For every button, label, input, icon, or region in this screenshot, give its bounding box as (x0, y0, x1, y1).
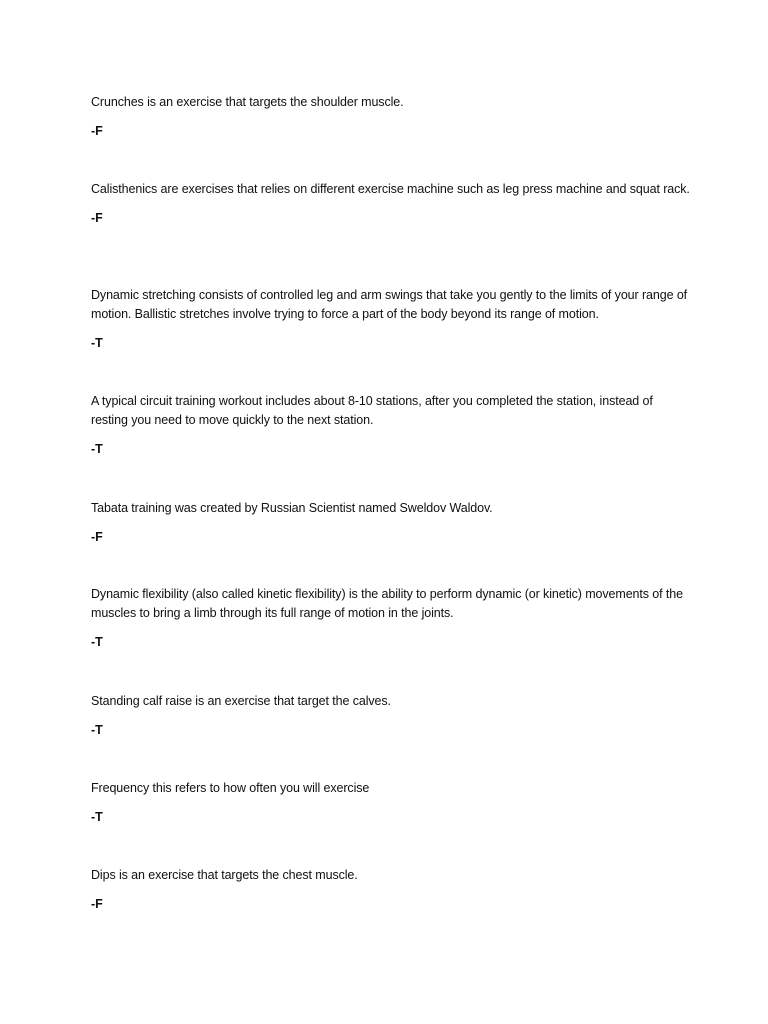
question-item-9 (91, 866, 691, 914)
question-item-7 (91, 692, 691, 740)
question-item-6 (91, 585, 691, 652)
question-statement: Calisthenics are exercises that relies on different exercise machine such as leg press machine and squat rack. (91, 182, 690, 196)
question-statement: A typical circuit training workout includes about 8-10 stations, after you completed the station, instead of resting you need to move quickly to the next station. (91, 394, 653, 427)
question-item-3 (91, 286, 691, 353)
question-statement: Standing calf raise is an exercise that target the calves. (91, 694, 391, 708)
question-answer: -T (91, 635, 103, 649)
question-item-8 (91, 779, 691, 827)
question-item-1 (91, 93, 691, 141)
question-statement: Crunches is an exercise that targets the shoulder muscle. (91, 95, 404, 109)
question-answer: -T (91, 723, 103, 737)
question-statement: Dynamic stretching consists of controlled leg and arm swings that take you gently to the limits of your range of motion. Ballistic stretches involve trying to force a part of the body beyond its range of motion. (91, 288, 688, 321)
question-statement: Dips is an exercise that targets the chest muscle. (91, 868, 358, 882)
question-answer: -F (91, 124, 103, 138)
question-item-5 (91, 499, 691, 547)
question-answer: -T (91, 442, 103, 456)
question-statement: Tabata training was created by Russian Scientist named Sweldov Waldov. (91, 501, 493, 515)
question-answer: -T (91, 810, 103, 824)
question-answer: -T (91, 336, 103, 350)
question-answer: -F (91, 211, 103, 225)
question-answer: -F (91, 530, 103, 544)
question-item-4 (91, 392, 691, 459)
question-answer: -F (91, 897, 103, 911)
question-item-2 (91, 180, 691, 228)
question-statement: Frequency this refers to how often you will exercise (91, 781, 370, 795)
question-statement: Dynamic flexibility (also called kinetic flexibility) is the ability to perform dynamic (or kinetic) movements of the muscles to bring a limb through its full range of motion in the joints. (91, 587, 683, 620)
